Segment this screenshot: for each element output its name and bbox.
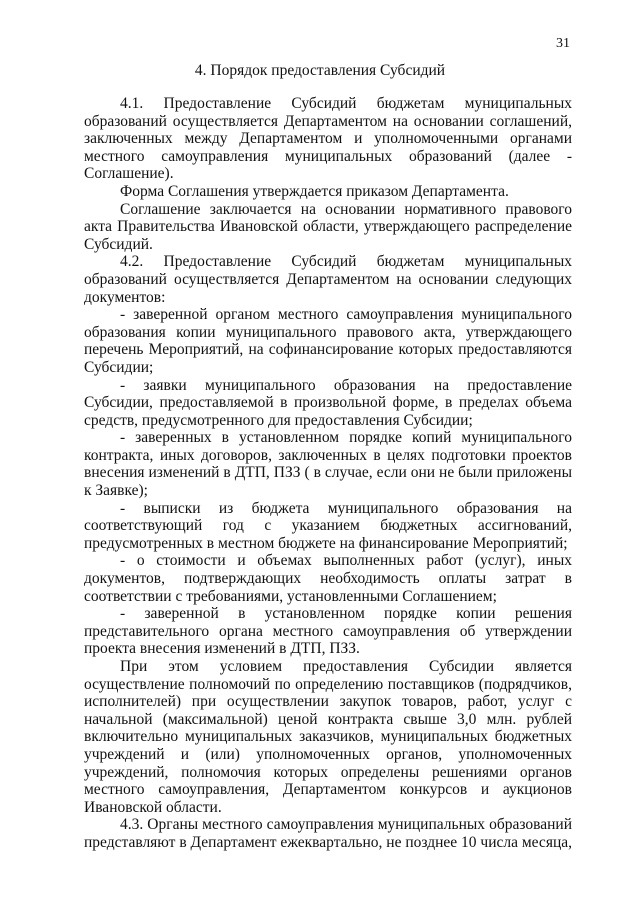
paragraph-4-3: 4.3. Органы местного самоуправления муниципальных образований представляют в Департамент ежеквартально, не позднее 10 числа месяца,: [84, 816, 572, 851]
paragraph-4-2: 4.2. Предоставление Субсидий бюджетам муниципальных образований осуществляется Департаментом на основании следующих документов:: [84, 253, 572, 306]
list-item-work-cost: - о стоимости и объемах выполненных работ (услуг), иных документов, подтверждающих необходимость оплаты затрат в соответствии с требованиями, установленными Соглашением;: [84, 552, 572, 605]
section-title: 4. Порядок предоставления Субсидий: [194, 62, 446, 79]
list-item-legal-act: - заверенной органом местного самоуправления муниципального образования копии муниципального правового акта, утверждающего перечень Мероприятий, на софинансирование которых предоставляются Субсидии;: [84, 306, 572, 376]
list-item-application: - заявки муниципального образования на предоставление Субсидии, предоставляемой в произвольной форме, в пределах объема средств, предусмотренного для предоставления Субсидии;: [84, 376, 572, 429]
paragraph-4-1: 4.1. Предоставление Субсидий бюджетам муниципальных образований осуществляется Департаментом на основании соглашений, заключенных между Департаментом и уполномоченными органами местного самоуправления муниципальных образований (далее - Соглашение).: [84, 95, 572, 183]
page-number: 31: [556, 36, 570, 51]
list-item-council-decision: - заверенной в установленном порядке копии решения представительного органа местного самоуправления об утверждении проекта внесения изменений в ДТП, ПЗЗ.: [84, 605, 572, 658]
paragraph-agreement-basis: Соглашение заключается на основании нормативного правового акта Правительства Ивановской области, утверждающего распределение Субсидий.: [84, 200, 572, 253]
list-item-budget-extract: - выписки из бюджета муниципального образования на соответствующий год с указанием бюджетных ассигнований, предусмотренных в местном бюджете на финансирование Мероприятий;: [84, 499, 572, 552]
list-item-contract-copies: - заверенных в установленном порядке копий муниципального контракта, иных договоров, заключенных в целях подготовки проектов внесения изменений в ДТП, ПЗЗ ( в случае, если они не были приложены к Заявке);: [84, 429, 572, 500]
document-body: [84, 95, 572, 852]
paragraph-agreement-form: Форма Соглашения утверждается приказом Департамента.: [120, 182, 509, 200]
paragraph-condition: При этом условием предоставления Субсидии является осуществление полномочий по определению поставщиков (подрядчиков, исполнителей) при осуществлении закупок товаров, работ, услуг с начальной (максимальной) ценой контракта свыше 3,0 млн. рублей включительно муниципальных заказчиков, муниципальных бюджетных учреждений и (или) уполномоченных органов, уполномоченных учреждений, полномочия которых определены решениями органов местного самоуправления, Департаментом конкурсов и аукционов Ивановской области.: [84, 658, 572, 816]
